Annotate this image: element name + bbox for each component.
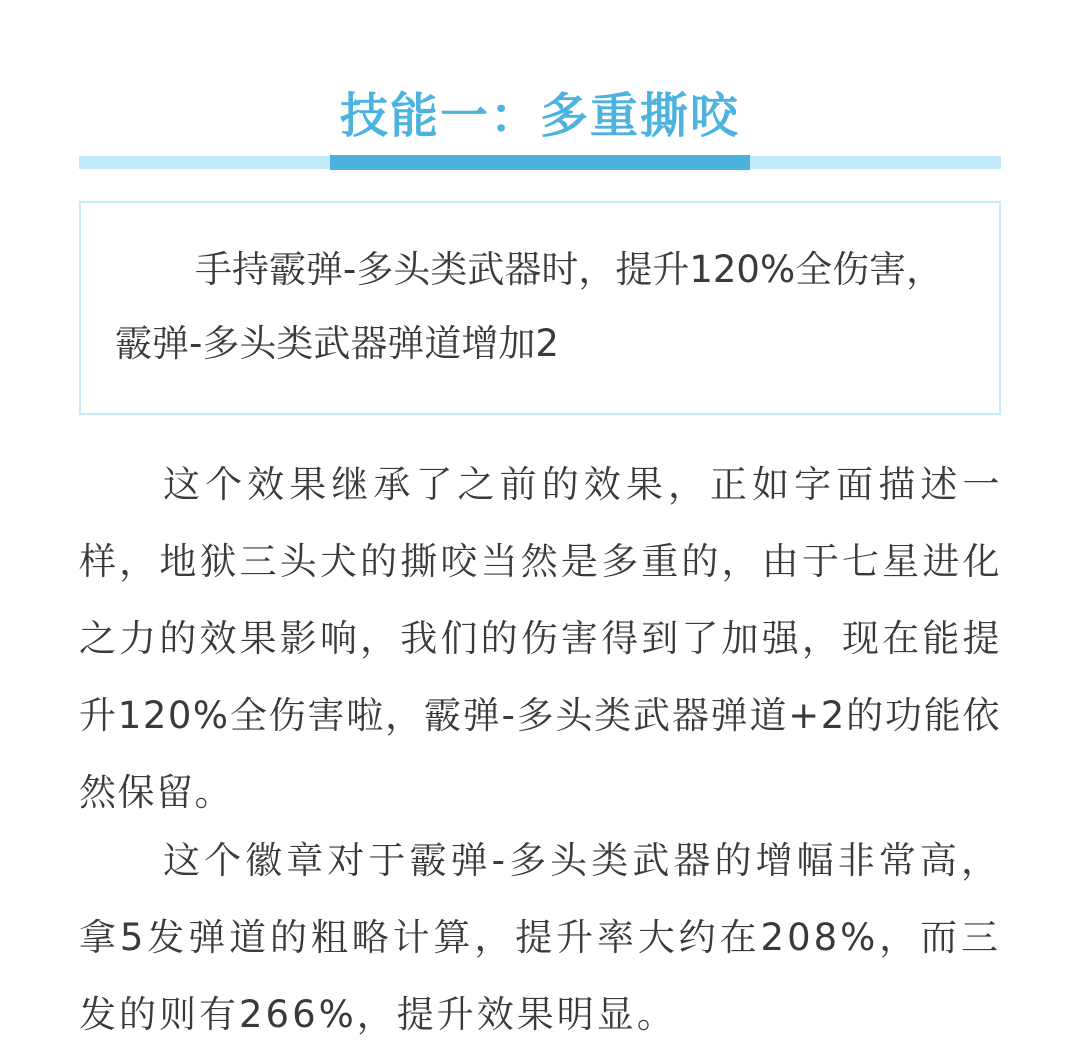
skill-description: 手持霰弹-多头类武器时，提升120%全伤害，霰弹-多头类武器弹道增加2 [115, 248, 944, 365]
title-underline-accent [330, 155, 750, 170]
skill-description-box [79, 201, 1001, 415]
body-paragraph: 这个徽章对于霰弹-多头类武器的增幅非常高，拿5发弹道的粗略计算，提升率大约在208%，而三发的则有266%，提升效果明显。 [79, 839, 1001, 1036]
section-title: 技能一：多重撕咬 [339, 88, 740, 144]
body-paragraph: 这个效果继承了之前的效果，正如字面描述一样，地狱三头犬的撕咬当然是多重的，由于七星进化之力的效果影响，我们的伤害得到了加强，现在能提升120%全伤害啦，霰弹-多头类武器弹道+2的功能依然保留。 [79, 463, 1001, 814]
